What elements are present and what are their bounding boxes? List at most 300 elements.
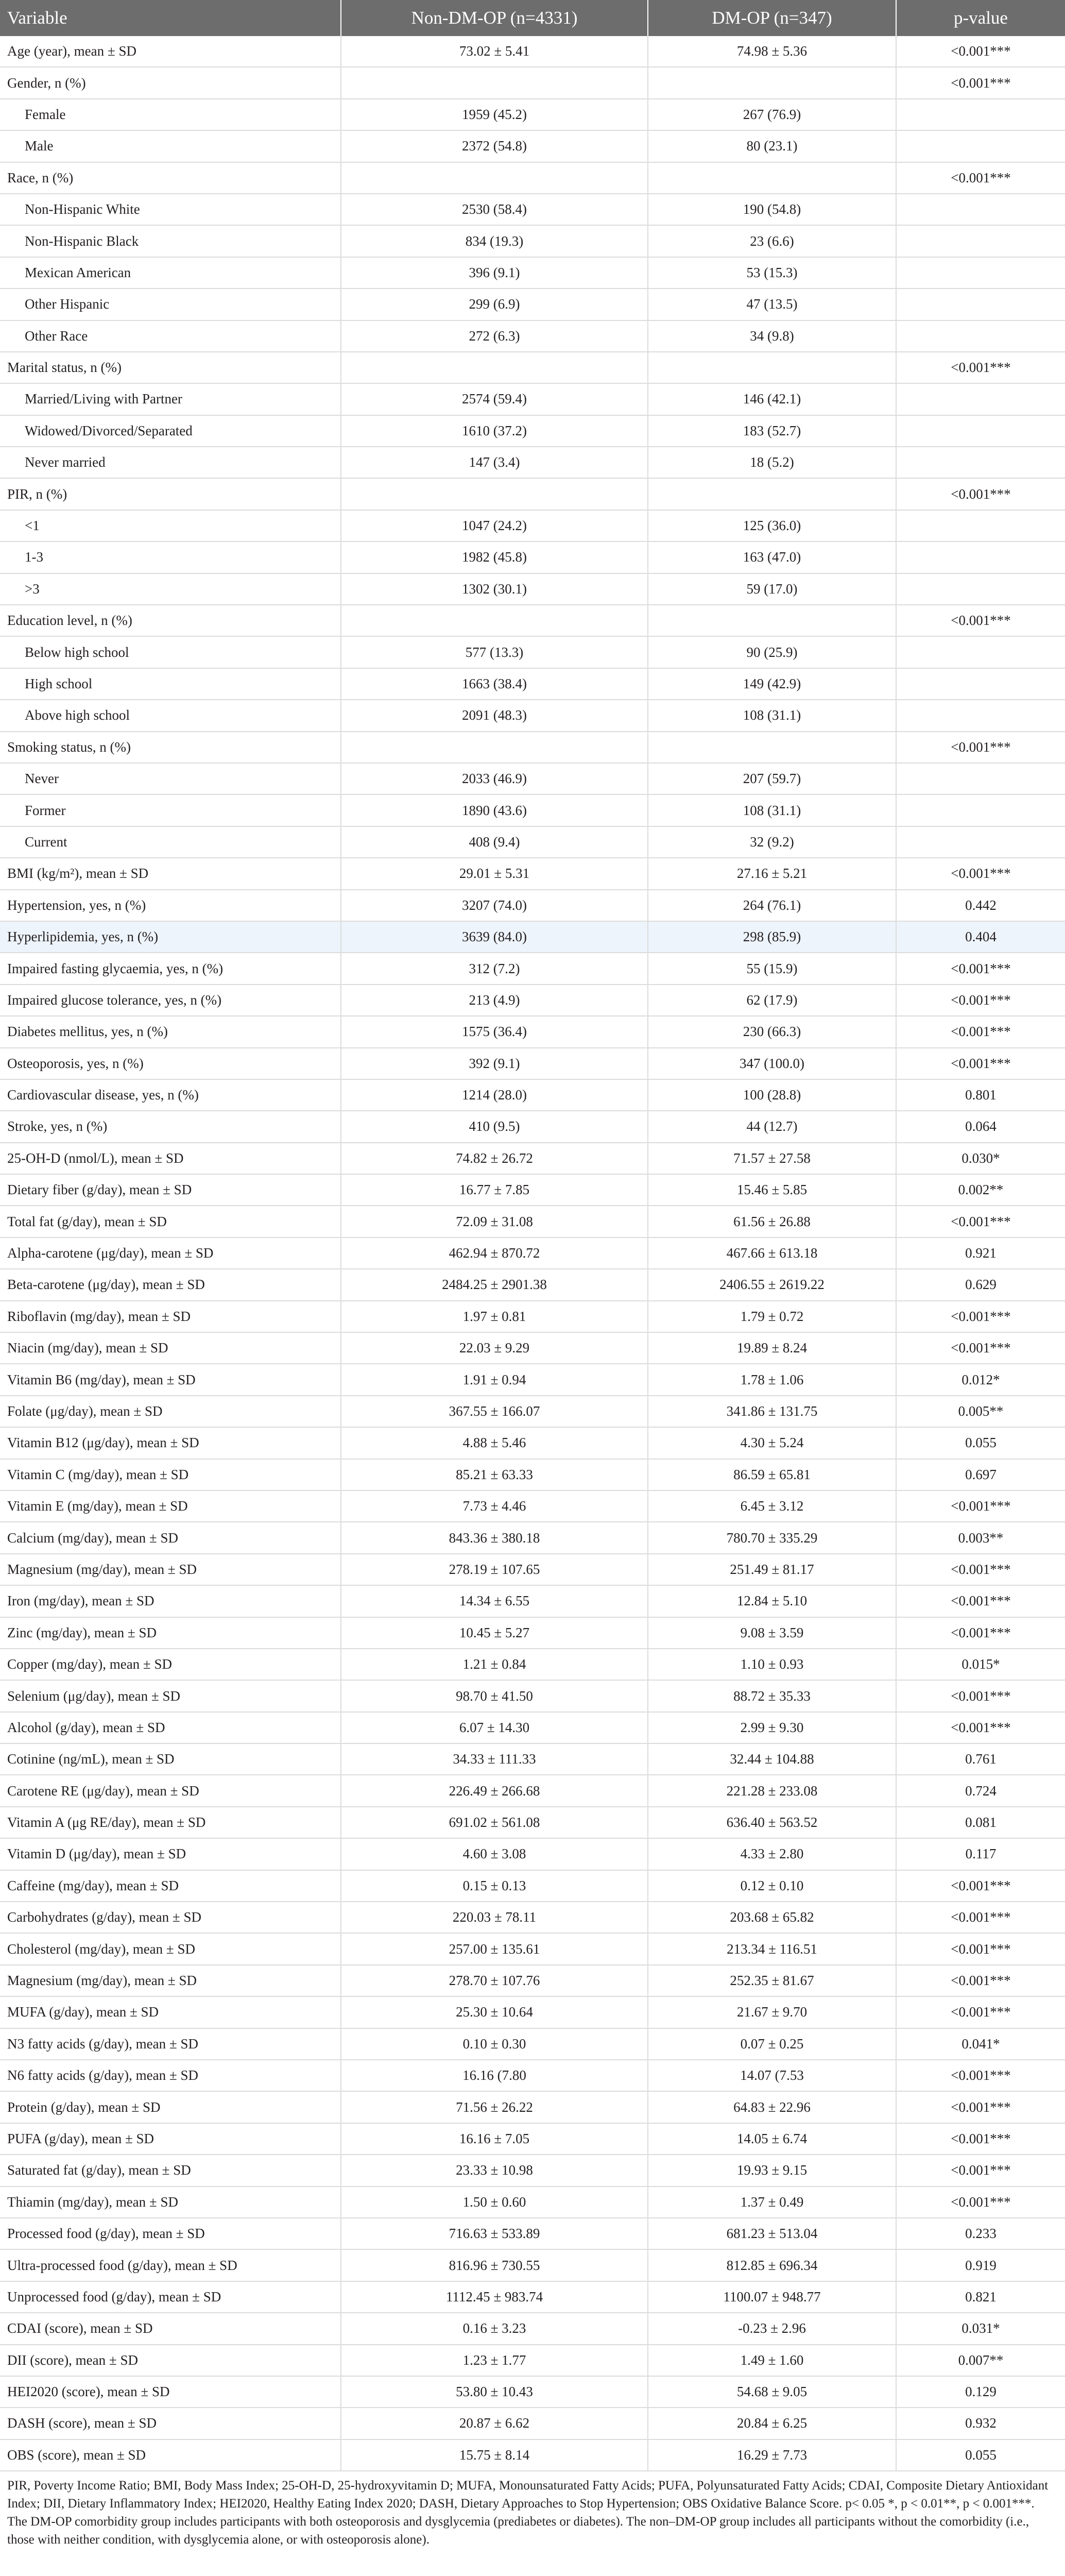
- table-row: [0, 1680, 1065, 1711]
- cell-non-dm-op: 10.45 ± 5.27: [341, 1617, 648, 1649]
- cell-non-dm-op: 1.91 ± 0.94: [341, 1364, 648, 1395]
- cell-p-value: [896, 130, 1065, 162]
- cell-dm-op: 59 (17.0): [648, 573, 896, 605]
- cell-dm-op: 23 (6.6): [648, 225, 896, 257]
- cell-variable: Other Hispanic: [0, 289, 341, 320]
- cell-p-value: <0.001***: [896, 1933, 1065, 1964]
- table-row: [0, 1807, 1065, 1838]
- cell-non-dm-op: 14.34 ± 6.55: [341, 1585, 648, 1617]
- cell-p-value: [896, 668, 1065, 700]
- cell-p-value: 0.031*: [896, 2313, 1065, 2344]
- cell-non-dm-op: 2033 (46.9): [341, 763, 648, 794]
- cell-p-value: <0.001***: [896, 478, 1065, 510]
- cell-dm-op: [648, 162, 896, 194]
- table-row: [0, 605, 1065, 636]
- cell-variable: Calcium (mg/day), mean ± SD: [0, 1522, 341, 1553]
- cell-p-value: <0.001***: [896, 605, 1065, 636]
- table-row: [0, 415, 1065, 447]
- cell-non-dm-op: 2372 (54.8): [341, 130, 648, 162]
- cell-variable: Alcohol (g/day), mean ± SD: [0, 1712, 341, 1743]
- cell-dm-op: 55 (15.9): [648, 953, 896, 984]
- cell-p-value: <0.001***: [896, 2060, 1065, 2091]
- cell-dm-op: 190 (54.8): [648, 194, 896, 225]
- cell-non-dm-op: 98.70 ± 41.50: [341, 1680, 648, 1711]
- cell-non-dm-op: 1.23 ± 1.77: [341, 2345, 648, 2376]
- cell-non-dm-op: 1610 (37.2): [341, 415, 648, 447]
- table-row: [0, 1870, 1065, 1902]
- cell-dm-op: 90 (25.9): [648, 636, 896, 668]
- table-row: [0, 2249, 1065, 2281]
- cell-non-dm-op: 462.94 ± 870.72: [341, 1238, 648, 1269]
- cell-p-value: 0.007**: [896, 2345, 1065, 2376]
- cell-non-dm-op: 226.49 ± 266.68: [341, 1775, 648, 1806]
- cell-variable: Vitamin E (mg/day), mean ± SD: [0, 1490, 341, 1522]
- cell-p-value: [896, 573, 1065, 605]
- cell-variable: Vitamin B12 (μg/day), mean ± SD: [0, 1427, 341, 1459]
- cell-variable: Education level, n (%): [0, 605, 341, 636]
- cell-variable: PUFA (g/day), mean ± SD: [0, 2123, 341, 2155]
- table-row: [0, 320, 1065, 352]
- cell-p-value: <0.001***: [896, 1870, 1065, 1902]
- cell-variable: Vitamin D (μg/day), mean ± SD: [0, 1838, 341, 1870]
- cell-dm-op: 32.44 ± 104.88: [648, 1743, 896, 1775]
- cell-variable: Non-Hispanic White: [0, 194, 341, 225]
- table-header-row: [0, 0, 1065, 36]
- table-row: [0, 794, 1065, 826]
- cell-non-dm-op: 1.50 ± 0.60: [341, 2187, 648, 2218]
- cell-non-dm-op: 53.80 ± 10.43: [341, 2376, 648, 2408]
- table-row: [0, 1427, 1065, 1459]
- cell-dm-op: 207 (59.7): [648, 763, 896, 794]
- cell-variable: Vitamin C (mg/day), mean ± SD: [0, 1459, 341, 1490]
- cell-non-dm-op: 3207 (74.0): [341, 890, 648, 921]
- cell-p-value: [896, 826, 1065, 858]
- cell-variable: Male: [0, 130, 341, 162]
- table-row: [0, 1459, 1065, 1490]
- cell-p-value: 0.404: [896, 921, 1065, 953]
- table-row: [0, 2155, 1065, 2186]
- table-row: [0, 194, 1065, 225]
- cell-dm-op: 18 (5.2): [648, 447, 896, 478]
- table-row: [0, 1585, 1065, 1617]
- cell-non-dm-op: 20.87 ± 6.62: [341, 2408, 648, 2439]
- cell-p-value: 0.012*: [896, 1364, 1065, 1395]
- cell-variable: Beta-carotene (μg/day), mean ± SD: [0, 1269, 341, 1300]
- cell-dm-op: 86.59 ± 65.81: [648, 1459, 896, 1490]
- cell-non-dm-op: 0.15 ± 0.13: [341, 1870, 648, 1902]
- table-row: [0, 99, 1065, 130]
- cell-variable: Above high school: [0, 700, 341, 731]
- cell-non-dm-op: 34.33 ± 111.33: [341, 1743, 648, 1775]
- cell-non-dm-op: 834 (19.3): [341, 225, 648, 257]
- cell-non-dm-op: 1047 (24.2): [341, 510, 648, 541]
- cell-variable: Cardiovascular disease, yes, n (%): [0, 1079, 341, 1111]
- cell-p-value: <0.001***: [896, 953, 1065, 984]
- cell-variable: Female: [0, 99, 341, 130]
- cell-variable: N3 fatty acids (g/day), mean ± SD: [0, 2028, 341, 2060]
- cell-p-value: <0.001***: [896, 1996, 1065, 2028]
- cell-non-dm-op: 213 (4.9): [341, 985, 648, 1016]
- cell-p-value: [896, 225, 1065, 257]
- cell-variable: DII (score), mean ± SD: [0, 2345, 341, 2376]
- cell-variable: Below high school: [0, 636, 341, 668]
- cell-variable: Current: [0, 826, 341, 858]
- cell-variable: Age (year), mean ± SD: [0, 36, 341, 67]
- cell-p-value: 0.003**: [896, 1522, 1065, 1553]
- table-row: [0, 1902, 1065, 1933]
- table-row: [0, 763, 1065, 794]
- cell-non-dm-op: 299 (6.9): [341, 289, 648, 320]
- cell-p-value: <0.001***: [896, 2155, 1065, 2186]
- table-row: [0, 1079, 1065, 1111]
- table-row: [0, 2028, 1065, 2060]
- cell-p-value: <0.001***: [896, 162, 1065, 194]
- cell-non-dm-op: 691.02 ± 561.08: [341, 1807, 648, 1838]
- table-row: [0, 1838, 1065, 1870]
- cell-non-dm-op: 1302 (30.1): [341, 573, 648, 605]
- cell-variable: Smoking status, n (%): [0, 732, 341, 763]
- cell-dm-op: 0.07 ± 0.25: [648, 2028, 896, 2060]
- cell-dm-op: [648, 352, 896, 383]
- cell-non-dm-op: 1.21 ± 0.84: [341, 1649, 648, 1680]
- cell-variable: Processed food (g/day), mean ± SD: [0, 2218, 341, 2249]
- cell-dm-op: 20.84 ± 6.25: [648, 2408, 896, 2439]
- cell-dm-op: 1.37 ± 0.49: [648, 2187, 896, 2218]
- cell-dm-op: 2406.55 ± 2619.22: [648, 1269, 896, 1300]
- table-row: [0, 541, 1065, 573]
- table-row: [0, 1206, 1065, 1237]
- cell-p-value: 0.761: [896, 1743, 1065, 1775]
- cell-dm-op: 14.07 (7.53: [648, 2060, 896, 2091]
- cell-variable: HEI2020 (score), mean ± SD: [0, 2376, 341, 2408]
- cell-dm-op: 6.45 ± 3.12: [648, 1490, 896, 1522]
- cell-variable: Never: [0, 763, 341, 794]
- cell-non-dm-op: 1959 (45.2): [341, 99, 648, 130]
- cell-non-dm-op: 2091 (48.3): [341, 700, 648, 731]
- cell-non-dm-op: [341, 605, 648, 636]
- cell-p-value: <0.001***: [896, 2187, 1065, 2218]
- cell-variable: DASH (score), mean ± SD: [0, 2408, 341, 2439]
- cell-variable: Cotinine (ng/mL), mean ± SD: [0, 1743, 341, 1775]
- table-row: [0, 1174, 1065, 1206]
- cell-p-value: <0.001***: [896, 1902, 1065, 1933]
- table-row: [0, 2091, 1065, 2123]
- cell-variable: Carbohydrates (g/day), mean ± SD: [0, 1902, 341, 1933]
- cell-variable: Carotene RE (μg/day), mean ± SD: [0, 1775, 341, 1806]
- cell-dm-op: 252.35 ± 81.67: [648, 1965, 896, 1996]
- table-row: [0, 2313, 1065, 2344]
- cell-variable: Total fat (g/day), mean ± SD: [0, 1206, 341, 1237]
- cell-non-dm-op: 2574 (59.4): [341, 383, 648, 415]
- cell-p-value: 0.005**: [896, 1396, 1065, 1427]
- cell-dm-op: 21.67 ± 9.70: [648, 1996, 896, 2028]
- cell-non-dm-op: 16.16 ± 7.05: [341, 2123, 648, 2155]
- cell-dm-op: 812.85 ± 696.34: [648, 2249, 896, 2281]
- cell-dm-op: 80 (23.1): [648, 130, 896, 162]
- cell-variable: Niacin (mg/day), mean ± SD: [0, 1332, 341, 1364]
- table-row: [0, 510, 1065, 541]
- table-row: [0, 1332, 1065, 1364]
- cell-dm-op: [648, 605, 896, 636]
- cell-variable: >3: [0, 573, 341, 605]
- cell-non-dm-op: [341, 732, 648, 763]
- table-row: [0, 1775, 1065, 1806]
- cell-p-value: [896, 541, 1065, 573]
- cell-non-dm-op: 22.03 ± 9.29: [341, 1332, 648, 1364]
- cell-variable: Alpha-carotene (μg/day), mean ± SD: [0, 1238, 341, 1269]
- cell-variable: Vitamin A (μg RE/day), mean ± SD: [0, 1807, 341, 1838]
- cell-p-value: <0.001***: [896, 2123, 1065, 2155]
- cell-dm-op: 88.72 ± 35.33: [648, 1680, 896, 1711]
- cell-non-dm-op: [341, 67, 648, 98]
- table-row: [0, 67, 1065, 98]
- cell-dm-op: 230 (66.3): [648, 1016, 896, 1047]
- cell-non-dm-op: [341, 352, 648, 383]
- table-row: [0, 890, 1065, 921]
- cell-variable: Former: [0, 794, 341, 826]
- cell-dm-op: [648, 478, 896, 510]
- cell-p-value: <0.001***: [896, 985, 1065, 1016]
- cell-p-value: <0.001***: [896, 2091, 1065, 2123]
- cell-p-value: <0.001***: [896, 1332, 1065, 1364]
- cell-dm-op: 467.66 ± 613.18: [648, 1238, 896, 1269]
- cell-dm-op: 267 (76.9): [648, 99, 896, 130]
- cell-variable: Saturated fat (g/day), mean ± SD: [0, 2155, 341, 2186]
- cell-variable: Protein (g/day), mean ± SD: [0, 2091, 341, 2123]
- cell-non-dm-op: 257.00 ± 135.61: [341, 1933, 648, 1964]
- table-row: [0, 921, 1065, 953]
- cell-non-dm-op: 392 (9.1): [341, 1048, 648, 1079]
- cell-p-value: 0.030*: [896, 1143, 1065, 1174]
- cell-non-dm-op: 278.19 ± 107.65: [341, 1554, 648, 1585]
- cell-dm-op: 146 (42.1): [648, 383, 896, 415]
- cell-non-dm-op: 1890 (43.6): [341, 794, 648, 826]
- cell-dm-op: 298 (85.9): [648, 921, 896, 953]
- cell-dm-op: 251.49 ± 81.17: [648, 1554, 896, 1585]
- cell-non-dm-op: 1214 (28.0): [341, 1079, 648, 1111]
- cell-dm-op: 71.57 ± 27.58: [648, 1143, 896, 1174]
- cell-dm-op: 149 (42.9): [648, 668, 896, 700]
- cell-non-dm-op: 7.73 ± 4.46: [341, 1490, 648, 1522]
- table-row: [0, 2281, 1065, 2313]
- cell-variable: Non-Hispanic Black: [0, 225, 341, 257]
- cell-non-dm-op: 1.97 ± 0.81: [341, 1301, 648, 1332]
- cell-dm-op: 64.83 ± 22.96: [648, 2091, 896, 2123]
- cell-variable: Unprocessed food (g/day), mean ± SD: [0, 2281, 341, 2313]
- cell-p-value: 0.921: [896, 1238, 1065, 1269]
- cell-dm-op: 27.16 ± 5.21: [648, 858, 896, 889]
- cell-dm-op: 12.84 ± 5.10: [648, 1585, 896, 1617]
- table-row: [0, 257, 1065, 289]
- cell-non-dm-op: 367.55 ± 166.07: [341, 1396, 648, 1427]
- cell-non-dm-op: 29.01 ± 5.31: [341, 858, 648, 889]
- cell-dm-op: 183 (52.7): [648, 415, 896, 447]
- table-row: [0, 668, 1065, 700]
- cell-p-value: <0.001***: [896, 732, 1065, 763]
- cell-p-value: 0.821: [896, 2281, 1065, 2313]
- cell-p-value: 0.117: [896, 1838, 1065, 1870]
- cell-dm-op: 203.68 ± 65.82: [648, 1902, 896, 1933]
- table-row: [0, 858, 1065, 889]
- table-row: [0, 1016, 1065, 1047]
- cell-variable: Magnesium (mg/day), mean ± SD: [0, 1965, 341, 1996]
- cell-non-dm-op: 15.75 ± 8.14: [341, 2439, 648, 2471]
- cell-p-value: [896, 415, 1065, 447]
- cell-p-value: <0.001***: [896, 1965, 1065, 1996]
- table-body: [0, 36, 1065, 2471]
- cell-variable: Copper (mg/day), mean ± SD: [0, 1649, 341, 1680]
- cell-variable: Marital status, n (%): [0, 352, 341, 383]
- cell-dm-op: 1100.07 ± 948.77: [648, 2281, 896, 2313]
- table-row: [0, 225, 1065, 257]
- table-row: [0, 732, 1065, 763]
- cell-non-dm-op: [341, 478, 648, 510]
- table-row: [0, 383, 1065, 415]
- cell-non-dm-op: 843.36 ± 380.18: [341, 1522, 648, 1553]
- cell-dm-op: 61.56 ± 26.88: [648, 1206, 896, 1237]
- footnote-group-note: The DM-OP comorbidity group includes participants with both osteoporosis and dysglycemia (prediabetes or diabetes). The non–DM-OP group includes all participants without the comorbidity (i.e., those with neither condition, with dysglycemia alone, or with osteoporosis alone).: [7, 2515, 1029, 2547]
- cell-p-value: [896, 636, 1065, 668]
- cell-non-dm-op: 716.63 ± 533.89: [341, 2218, 648, 2249]
- cell-variable: Widowed/Divorced/Separated: [0, 415, 341, 447]
- cell-non-dm-op: 1663 (38.4): [341, 668, 648, 700]
- footnote-abbreviations: PIR, Poverty Income Ratio; BMI, Body Mass Index; 25-OH-D, 25-hydroxyvitamin D; MUFA, Monounsaturated Fatty Acids; PUFA, Polyunsaturated Fatty Acids; CDAI, Composite Dietary Antioxidant Index; DII, Dietary Inflammatory Index; HEI2020, Healthy Eating Index 2020; DASH, Dietary Approaches to Stop Hypertension; OBS Oxidative Balance Score. p< 0.05 *, p < 0.01**, p < 0.001***.: [7, 2479, 1049, 2511]
- cell-dm-op: 19.89 ± 8.24: [648, 1332, 896, 1364]
- table-row: [0, 1649, 1065, 1680]
- cell-dm-op: 54.68 ± 9.05: [648, 2376, 896, 2408]
- cell-dm-op: 341.86 ± 131.75: [648, 1396, 896, 1427]
- cell-p-value: [896, 194, 1065, 225]
- cell-dm-op: 108 (31.1): [648, 700, 896, 731]
- table-row: [0, 953, 1065, 984]
- cell-p-value: 0.064: [896, 1111, 1065, 1142]
- table-row: [0, 36, 1065, 67]
- cell-dm-op: 780.70 ± 335.29: [648, 1522, 896, 1553]
- table-row: [0, 352, 1065, 383]
- table-row: [0, 636, 1065, 668]
- table-row: [0, 1743, 1065, 1775]
- cell-variable: Iron (mg/day), mean ± SD: [0, 1585, 341, 1617]
- cell-p-value: 0.697: [896, 1459, 1065, 1490]
- cell-dm-op: 34 (9.8): [648, 320, 896, 352]
- cell-non-dm-op: 278.70 ± 107.76: [341, 1965, 648, 1996]
- cell-p-value: <0.001***: [896, 1617, 1065, 1649]
- cell-variable: Stroke, yes, n (%): [0, 1111, 341, 1142]
- cell-dm-op: 47 (13.5): [648, 289, 896, 320]
- cell-p-value: 0.919: [896, 2249, 1065, 2281]
- table-row: [0, 1301, 1065, 1332]
- table-row: [0, 2060, 1065, 2091]
- cell-p-value: [896, 289, 1065, 320]
- table-row: [0, 289, 1065, 320]
- cell-non-dm-op: 0.16 ± 3.23: [341, 2313, 648, 2344]
- cell-p-value: 0.015*: [896, 1649, 1065, 1680]
- cell-dm-op: [648, 732, 896, 763]
- cell-p-value: <0.001***: [896, 1585, 1065, 1617]
- cell-p-value: [896, 763, 1065, 794]
- cell-non-dm-op: 4.88 ± 5.46: [341, 1427, 648, 1459]
- cell-non-dm-op: 0.10 ± 0.30: [341, 2028, 648, 2060]
- cell-non-dm-op: 577 (13.3): [341, 636, 648, 668]
- cell-p-value: <0.001***: [896, 352, 1065, 383]
- column-header-non-dm-op: Non-DM-OP (n=4331): [341, 0, 648, 36]
- cell-p-value: <0.001***: [896, 1554, 1065, 1585]
- cell-variable: Married/Living with Partner: [0, 383, 341, 415]
- cell-p-value: [896, 700, 1065, 731]
- cell-p-value: [896, 257, 1065, 289]
- table-row: [0, 1965, 1065, 1996]
- column-header-dm-op: DM-OP (n=347): [648, 0, 896, 36]
- cell-p-value: 0.442: [896, 890, 1065, 921]
- cell-non-dm-op: 220.03 ± 78.11: [341, 1902, 648, 1933]
- cell-non-dm-op: 4.60 ± 3.08: [341, 1838, 648, 1870]
- cell-dm-op: 681.23 ± 513.04: [648, 2218, 896, 2249]
- cell-p-value: 0.932: [896, 2408, 1065, 2439]
- cell-dm-op: 14.05 ± 6.74: [648, 2123, 896, 2155]
- cell-variable: Mexican American: [0, 257, 341, 289]
- cell-non-dm-op: 396 (9.1): [341, 257, 648, 289]
- cell-non-dm-op: 71.56 ± 26.22: [341, 2091, 648, 2123]
- table-row: [0, 1111, 1065, 1142]
- cell-p-value: 0.055: [896, 2439, 1065, 2471]
- cell-p-value: <0.001***: [896, 1206, 1065, 1237]
- cell-non-dm-op: 73.02 ± 5.41: [341, 36, 648, 67]
- cell-variable: 25-OH-D (nmol/L), mean ± SD: [0, 1143, 341, 1174]
- cell-non-dm-op: 272 (6.3): [341, 320, 648, 352]
- cell-dm-op: 1.10 ± 0.93: [648, 1649, 896, 1680]
- cell-dm-op: 213.34 ± 116.51: [648, 1933, 896, 1964]
- table-row: [0, 1554, 1065, 1585]
- cell-non-dm-op: 147 (3.4): [341, 447, 648, 478]
- table-row: [0, 1364, 1065, 1395]
- cell-dm-op: 19.93 ± 9.15: [648, 2155, 896, 2186]
- cell-p-value: <0.001***: [896, 1016, 1065, 1047]
- table-row: [0, 130, 1065, 162]
- cell-dm-op: 264 (76.1): [648, 890, 896, 921]
- cell-dm-op: 163 (47.0): [648, 541, 896, 573]
- cell-dm-op: 44 (12.7): [648, 1111, 896, 1142]
- cell-dm-op: [648, 67, 896, 98]
- cell-dm-op: 15.46 ± 5.85: [648, 1174, 896, 1206]
- table-row: [0, 2187, 1065, 2218]
- cell-dm-op: 32 (9.2): [648, 826, 896, 858]
- cell-non-dm-op: 1112.45 ± 983.74: [341, 2281, 648, 2313]
- cell-p-value: 0.233: [896, 2218, 1065, 2249]
- table-row: [0, 2376, 1065, 2408]
- cell-variable: OBS (score), mean ± SD: [0, 2439, 341, 2471]
- cell-p-value: [896, 383, 1065, 415]
- cell-non-dm-op: 3639 (84.0): [341, 921, 648, 953]
- cell-non-dm-op: 2530 (58.4): [341, 194, 648, 225]
- cell-dm-op: 636.40 ± 563.52: [648, 1807, 896, 1838]
- cell-dm-op: 100 (28.8): [648, 1079, 896, 1111]
- cell-variable: Osteoporosis, yes, n (%): [0, 1048, 341, 1079]
- cell-non-dm-op: 16.77 ± 7.85: [341, 1174, 648, 1206]
- cell-non-dm-op: 6.07 ± 14.30: [341, 1712, 648, 1743]
- cell-dm-op: 221.28 ± 233.08: [648, 1775, 896, 1806]
- table-row: [0, 1617, 1065, 1649]
- cell-variable: Impaired glucose tolerance, yes, n (%): [0, 985, 341, 1016]
- cell-p-value: 0.041*: [896, 2028, 1065, 2060]
- cell-variable: Zinc (mg/day), mean ± SD: [0, 1617, 341, 1649]
- table-row: [0, 1048, 1065, 1079]
- cell-non-dm-op: 23.33 ± 10.98: [341, 2155, 648, 2186]
- cell-variable: Riboflavin (mg/day), mean ± SD: [0, 1301, 341, 1332]
- table-row: [0, 1933, 1065, 1964]
- cell-p-value: 0.129: [896, 2376, 1065, 2408]
- table-row: [0, 573, 1065, 605]
- cell-p-value: <0.001***: [896, 1490, 1065, 1522]
